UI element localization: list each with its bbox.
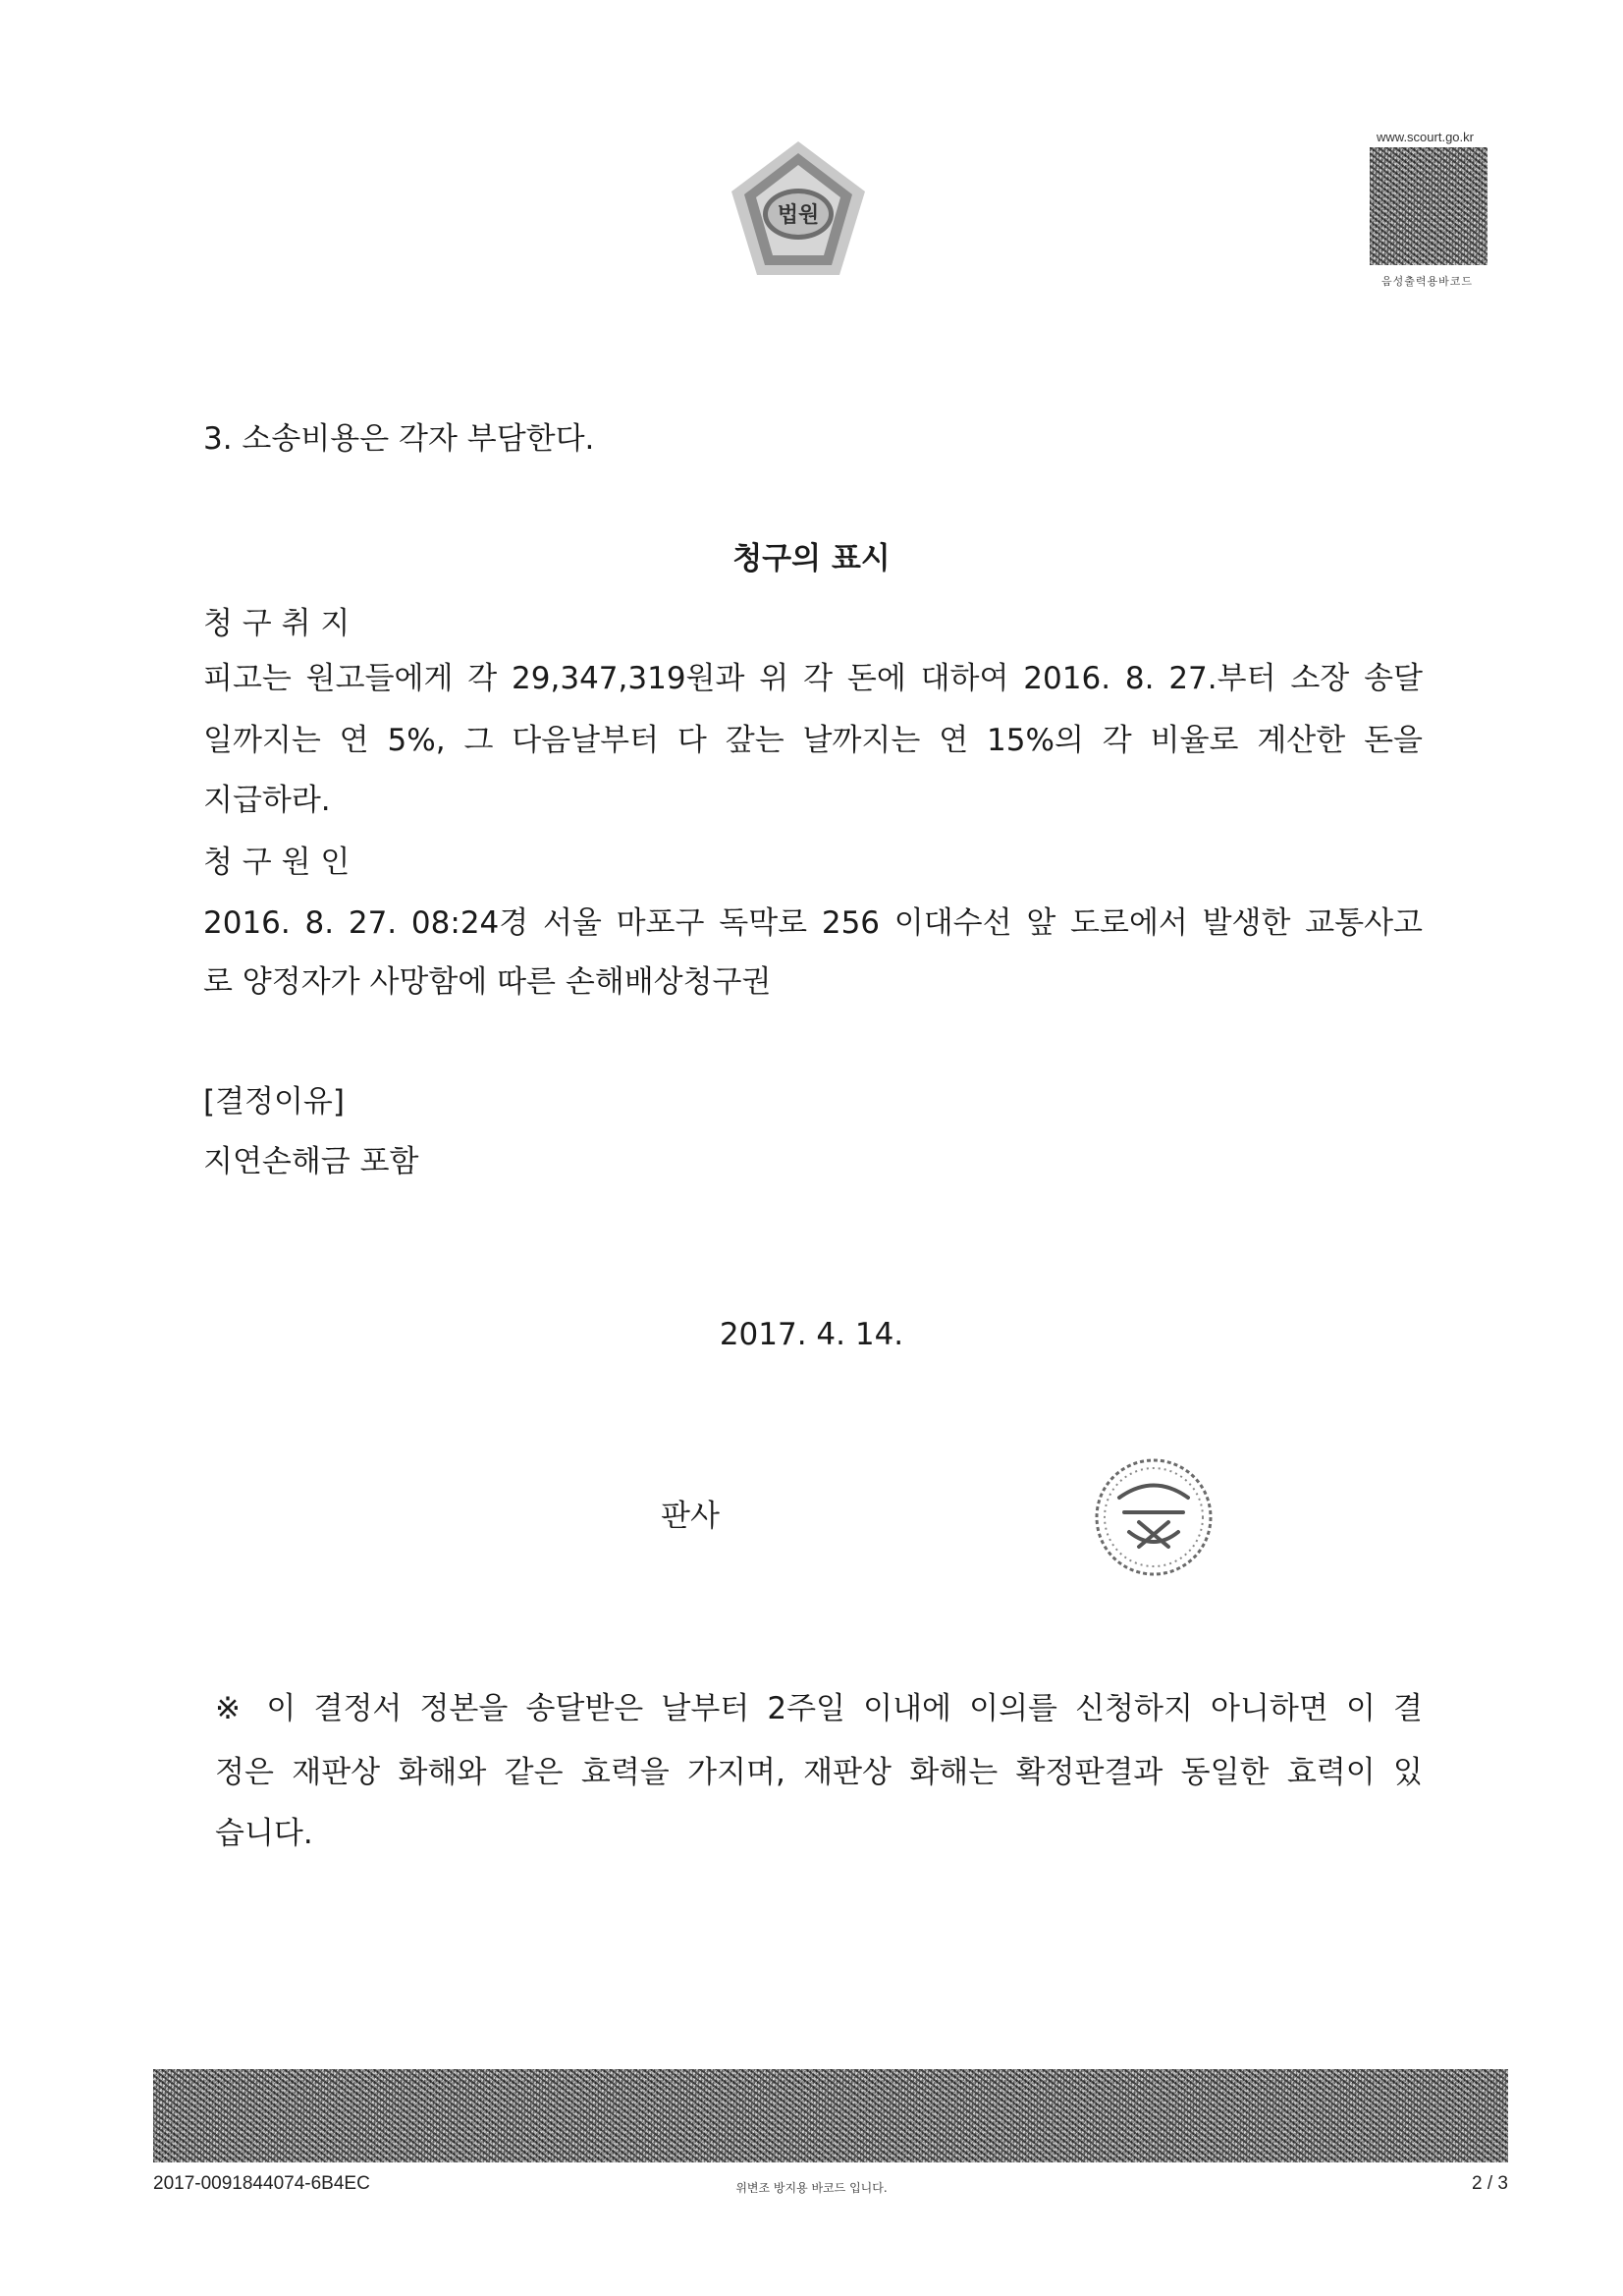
claim-purpose-line: 피고는 원고들에게 각 29,347,319원과 위 각 돈에 대하여 2016. 8. 27.부터 소장 송달 <box>203 661 1423 696</box>
judge-seal <box>1090 1453 1217 1581</box>
claim-title: 청구의 표시 <box>732 541 891 576</box>
barcode-caption: 위변조 방지용 바코드 입니다. <box>735 2181 888 2195</box>
qr-caption: 음성출력용바코드 <box>1381 275 1474 288</box>
claim-cause-line: 2016. 8. 27. 08:24경 서울 마포구 독막로 256 이대수선 앞 도로에서 발생한 교통사고 <box>203 905 1423 941</box>
claim-cause-heading: 청 구 원 인 <box>203 845 351 880</box>
court-emblem <box>725 137 872 285</box>
court-emblem-icon <box>725 137 872 285</box>
document-id: 2017-0091844074-6B4EC <box>153 2173 370 2194</box>
anti-forgery-barcode <box>153 2069 1508 2162</box>
claim-cause-line: 로 양정자가 사망함에 따른 손해배상청구권 <box>203 964 772 1000</box>
claim-purpose-line: 지급하라. <box>203 783 331 818</box>
notice-line: 습니다. <box>215 1816 313 1851</box>
claim-purpose-heading: 청 구 취 지 <box>203 606 351 641</box>
emblem-text: 법원 <box>777 203 820 228</box>
claim-purpose-line: 일까지는 연 5%, 그 다음날부터 다 갚는 날까지는 연 15%의 각 비율로 계산한 돈을 <box>203 723 1423 758</box>
page-number: 2 / 3 <box>1472 2173 1508 2194</box>
notice-line: 정은 재판상 화해와 같은 효력을 가지며, 재판상 화해는 확정판결과 동일한 효력이 있 <box>215 1755 1423 1790</box>
order-item-3: 3. 소송비용은 각자 부담한다. <box>203 421 595 457</box>
voice-output-qr-code <box>1370 147 1488 265</box>
seal-stamp-icon <box>1090 1453 1217 1581</box>
decision-date: 2017. 4. 14. <box>719 1317 904 1352</box>
decision-reason-text: 지연손해금 포함 <box>203 1144 419 1179</box>
decision-reason-heading: [결정이유] <box>203 1084 345 1120</box>
judge-label: 판사 <box>661 1499 720 1534</box>
notice-line: ※ 이 결정서 정본을 송달받은 날부터 2주일 이내에 이의를 신청하지 아니하면 이 결 <box>215 1691 1423 1726</box>
site-url: www.scourt.go.kr <box>1377 130 1474 144</box>
